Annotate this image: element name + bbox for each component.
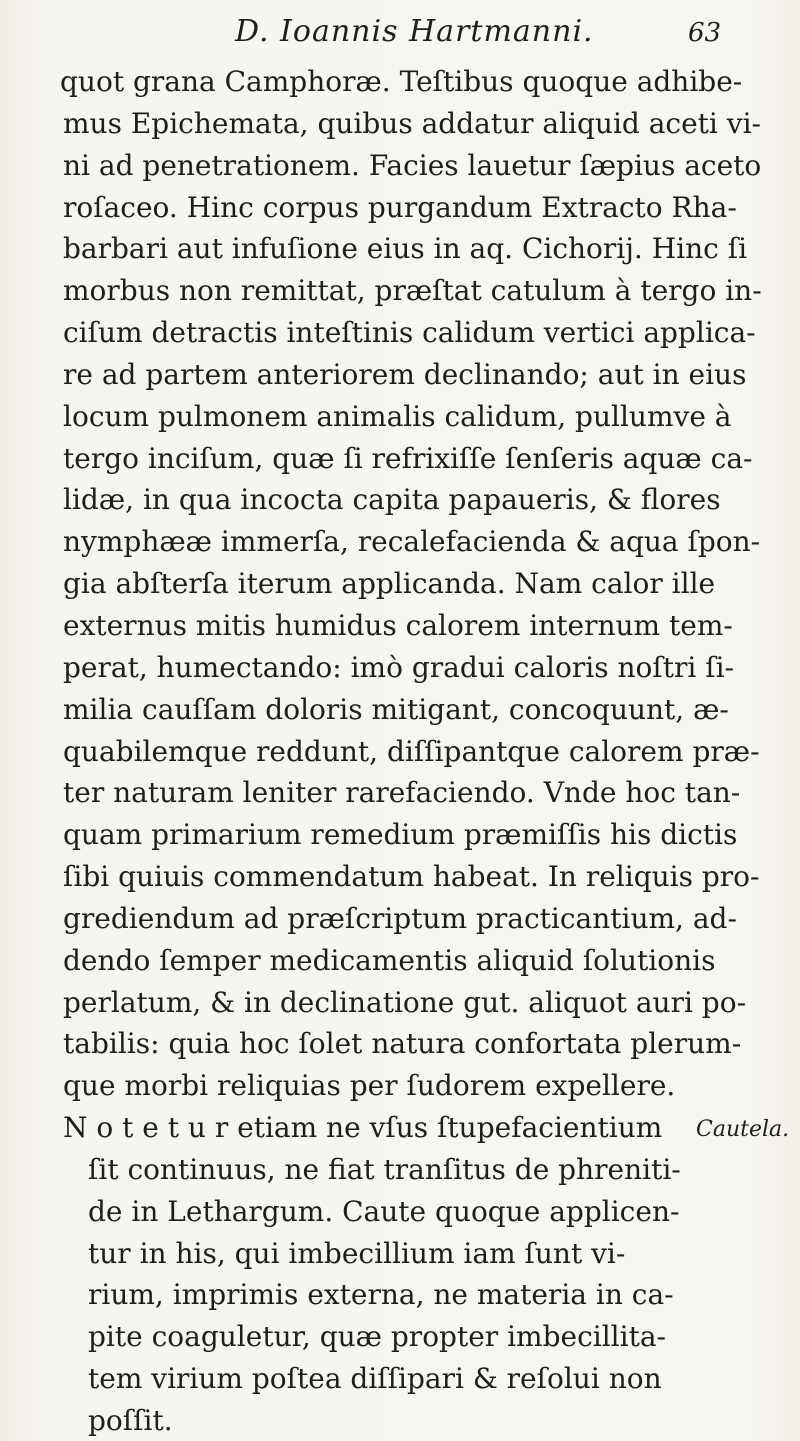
text-line: perat, humectando: imò gradui caloris noſtri ſi- <box>63 651 734 684</box>
text-line: barbari aut infuſione eius in aq. Cichorij. Hinc ſi <box>63 232 748 265</box>
margin-note: Cautela. <box>696 1117 790 1142</box>
text-line: re ad partem anteriorem declinando; aut in eius <box>63 358 747 391</box>
text-line: de in Lethargum. Caute quoque applicen- <box>88 1195 680 1228</box>
text-line: quam primarium remedium præmiſſis his dictis <box>63 818 738 851</box>
text-line: gia abſterſa iterum applicanda. Nam calor ille <box>63 567 716 600</box>
text-line: dendo ſemper medicamentis aliquid ſolutionis <box>63 944 716 977</box>
text-line: poſſit. <box>88 1404 173 1437</box>
text-line: perlatum, & in declinatione gut. aliquot auri po- <box>63 986 747 1019</box>
text-line: externus mitis humidus calorem internum tem- <box>63 609 733 642</box>
text-line: que morbi reliquias per ſudorem expellere. <box>63 1069 676 1102</box>
text-line: ter naturam leniter rarefaciendo. Vnde hoc tan- <box>63 776 741 809</box>
text-line: milia cauſſam doloris mitigant, concoquunt, æ- <box>63 693 729 726</box>
text-line: lidæ, in qua incocta capita papaueris, & flores <box>63 483 721 516</box>
text-line: locum pulmonem animalis calidum, pullumve à <box>63 400 732 433</box>
text-line: tergo inciſum, quæ ſi refrixiſſe ſenſeris aquæ ca- <box>63 442 753 475</box>
running-head: D. Ioannis Hartmanni. <box>235 14 594 49</box>
text-line: roſaceo. Hinc corpus purgandum Extracto Rha- <box>63 191 737 224</box>
text-line: mus Epichemata, quibus addatur aliquid aceti vi- <box>63 107 762 140</box>
text-line: quot grana Camphoræ. Teſtibus quoque adhibe- <box>60 65 743 98</box>
text-line: ſibi quiuis commendatum habeat. In reliquis pro- <box>63 860 760 893</box>
text-line: grediendum ad præſcriptum practicantium, ad- <box>63 902 737 935</box>
text-line: pite coaguletur, quæ propter imbecillita- <box>88 1320 666 1353</box>
page-number: 63 <box>688 18 722 48</box>
text-line: ſit continuus, ne fiat tranſitus de phreniti- <box>88 1153 681 1186</box>
text-line: morbus non remittat, præſtat catulum à tergo in- <box>63 274 762 307</box>
text-line: rium, imprimis externa, ne materia in ca- <box>88 1278 674 1311</box>
text-line: N o t e t u r etiam ne vſus ſtupefacientium Cautela. <box>0 1108 800 1148</box>
text-line: ciſum detractis inteſtinis calidum vertici applica- <box>63 316 756 349</box>
text-line: ni ad penetrationem. Facies lauetur ſæpius aceto <box>63 149 762 182</box>
text-line: tabilis: quia hoc ſolet natura confortata plerum- <box>63 1027 742 1060</box>
text-line: tem virium poſtea diſſipari & reſolui non <box>88 1362 662 1395</box>
text-line: tur in his, qui imbecillium iam ſunt vi- <box>88 1237 626 1270</box>
text-line: quabilemque reddunt, diſſipantque calorem præ- <box>63 735 760 768</box>
text-line: nymphææ immerſa, recalefacienda & aqua ſpon- <box>63 525 761 558</box>
